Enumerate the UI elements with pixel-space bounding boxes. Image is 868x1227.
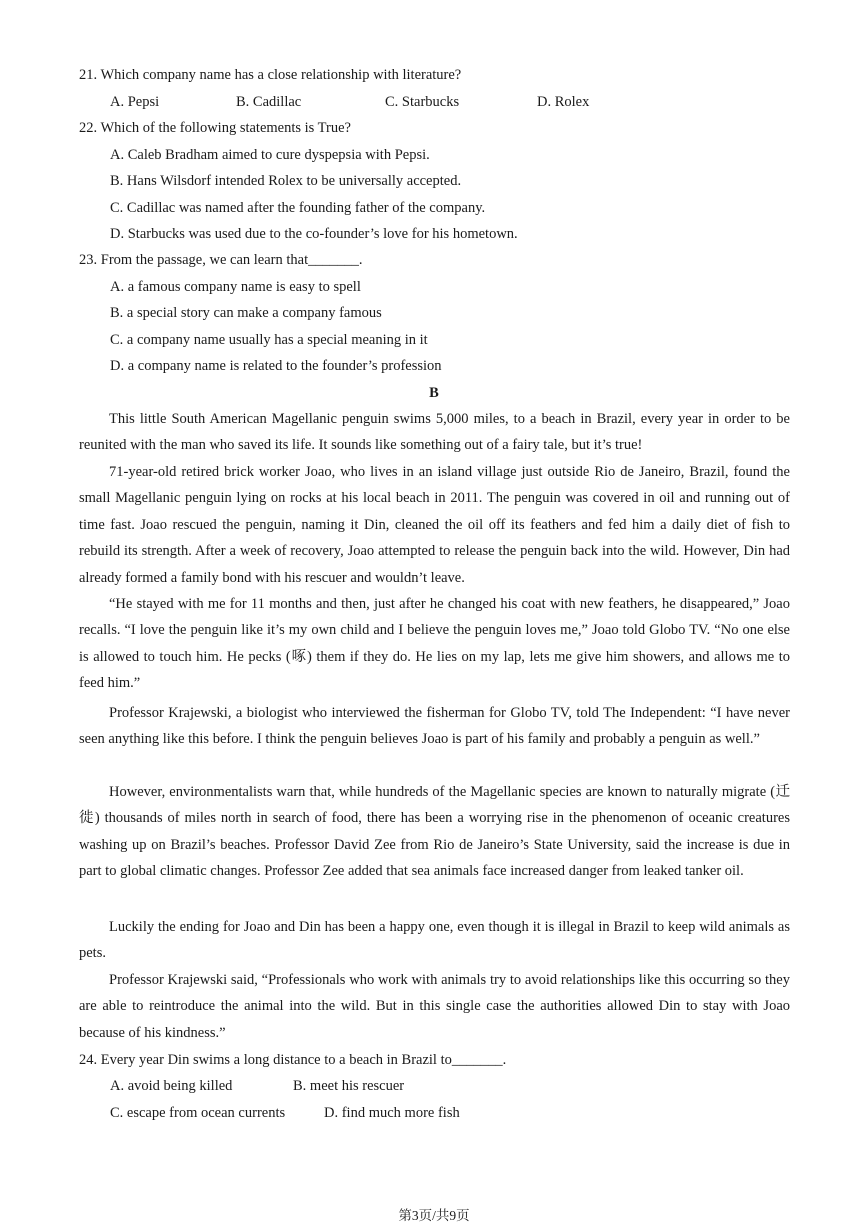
question-22-option-a: A. Caleb Bradham aimed to cure dyspepsia with Pepsi.	[110, 147, 430, 163]
question-23-option-d: D. a company name is related to the founder’s profession	[110, 358, 442, 374]
question-21-option-a: A. Pepsi	[110, 94, 160, 110]
question-24-option-a: A. avoid being killed	[110, 1078, 233, 1094]
question-21-options	[110, 93, 589, 111]
question-21-stem: 21. Which company name has a close relationship with literature?	[79, 67, 462, 83]
passage-paragraph-3: “He stayed with me for 11 months and then, just after he changed his coat with new feathers, he disappeared,” Joao recalls. “I love the penguin like it’s my own child and I believe the penguin loves me,” Joao told Globo TV. “No one else is allowed to touch him. He pecks (啄) them if they do. He lies on my lap, lets me give him showers, and allows me to feed him.”	[79, 596, 790, 692]
question-24-option-c: C. escape from ocean currents	[110, 1105, 286, 1121]
question-21-option-d: D. Rolex	[537, 94, 590, 110]
question-23-stem: 23. From the passage, we can learn that_______.	[79, 252, 363, 268]
page-number: 第3页/共9页	[398, 1208, 470, 1223]
section-b-title: B	[429, 385, 439, 401]
question-22-option-b: B. Hans Wilsdorf intended Rolex to be universally accepted.	[110, 173, 462, 189]
question-21-option-c: C. Starbucks	[385, 94, 460, 110]
question-24-option-d: D. find much more fish	[324, 1105, 460, 1121]
passage-paragraph-5: However, environmentalists warn that, while hundreds of the Magellanic species are known to naturally migrate (迁徙) thousands of miles north in search of food, there has been a worrying rise in the phenomenon of oceanic creatures washing up on Brazil’s beaches. Professor David Zee from Rio de Janeiro’s State University, said the increase is due in part to global climatic changes. Professor Zee added that sea animals face increased danger from leaked tanker oil.	[79, 784, 790, 880]
question-24-options-row-1	[110, 1077, 404, 1095]
question-22-option-c: C. Cadillac was named after the founding father of the company.	[110, 200, 486, 216]
question-22-stem: 22. Which of the following statements is True?	[79, 120, 351, 136]
question-23-option-a: A. a famous company name is easy to spell	[110, 279, 361, 295]
question-24-stem: 24. Every year Din swims a long distance to a beach in Brazil to_______.	[79, 1052, 507, 1068]
passage-paragraph-7: Professor Krajewski said, “Professionals who work with animals try to avoid relationships like this occurring so they are able to reintroduce the animal into the wild. But in this single case the authorities allowed Din to stay with Joao because of his kindness.”	[79, 972, 790, 1041]
question-23-option-c: C. a company name usually has a special meaning in it	[110, 332, 428, 348]
question-22-option-d: D. Starbucks was used due to the co-founder’s love for his hometown.	[110, 226, 518, 242]
question-23-option-b: B. a special story can make a company famous	[110, 305, 382, 321]
passage-paragraph-1: This little South American Magellanic penguin swims 5,000 miles, to a beach in Brazil, every year in order to be reunited with the man who saved its life. It sounds like something out of a fairy tale, but it’s true!	[79, 411, 790, 454]
question-24-options-row-2	[110, 1104, 460, 1122]
passage-paragraph-6: Luckily the ending for Joao and Din has been a happy one, even though it is illegal in Brazil to keep wild animals as pets.	[79, 919, 790, 962]
passage-paragraph-2: 71-year-old retired brick worker Joao, who lives in an island village just outside Rio de Janeiro, Brazil, found the small Magellanic penguin lying on rocks at his local beach in 2011. The penguin was covered in oil and running out of time fast. Joao rescued the penguin, naming it Din, cleaned the oil off its feathers and fed him a daily diet of fish to rebuild its strength. After a week of recovery, Joao attempted to release the penguin back into the wild. However, Din had already formed a family bond with his rescuer and wouldn’t leave.	[79, 464, 790, 586]
question-21-option-b: B. Cadillac	[236, 94, 302, 110]
passage-paragraph-4: Professor Krajewski, a biologist who interviewed the fisherman for Globo TV, told The Independent: “I have never seen anything like this before. I think the penguin believes Joao is part of his family and probably a penguin as well.”	[79, 705, 790, 748]
question-24-option-b: B. meet his rescuer	[293, 1078, 405, 1094]
